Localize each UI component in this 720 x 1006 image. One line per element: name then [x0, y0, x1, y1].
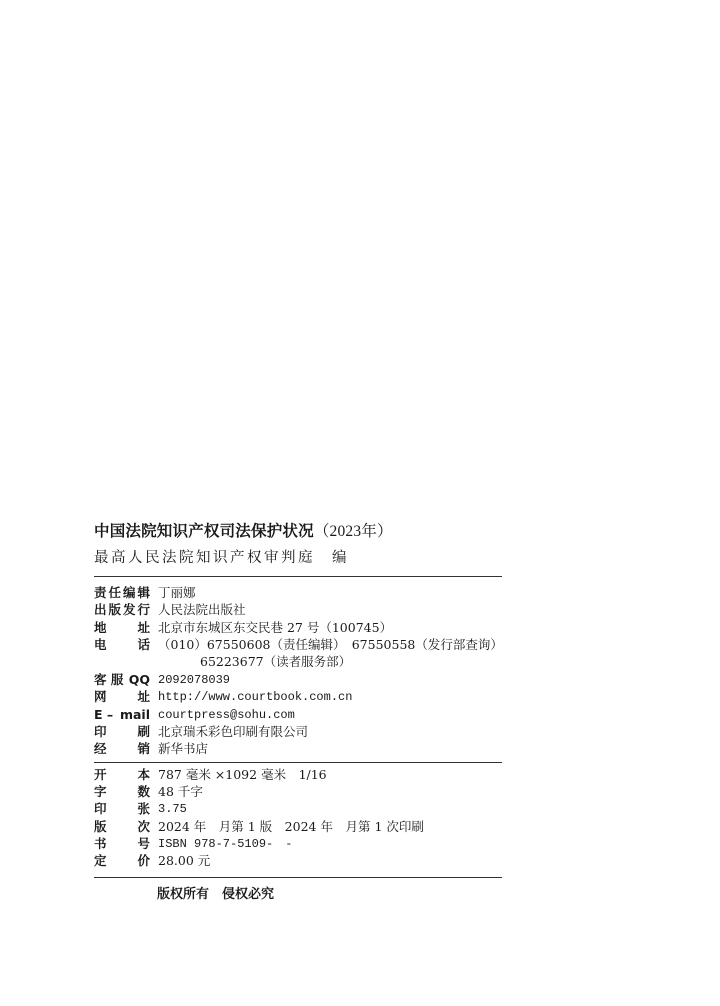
top-rule [94, 576, 502, 577]
info-label: 印 刷 [94, 724, 150, 739]
info-label: 责 任 编 辑 [94, 585, 150, 600]
info-value: courtpress@sohu.com [158, 708, 295, 722]
info-value: 2092078039 [158, 673, 231, 687]
info-label: 经 销 [94, 741, 150, 756]
info-label: 网 址 [94, 689, 150, 704]
book-title-main: 中国法院知识产权司法保护状况 [94, 522, 314, 540]
spec-value: 28.00 元 [158, 853, 211, 868]
info-value: 北京市东城区东交民巷 27 号（100745） [158, 620, 393, 635]
editor-line: 最高人民法院知识产权审判庭 编 [94, 550, 349, 566]
spec-label: 印 张 [94, 801, 150, 816]
info-label: 出 版 发 行 [94, 602, 150, 617]
info-value: 人民法院出版社 [158, 602, 246, 617]
spec-value: 3.75 [158, 802, 187, 816]
info-label: E – mail [94, 707, 150, 722]
info-value: http://www.courtbook.com.cn [158, 690, 353, 704]
spec-value: ISBN 978-7-5109- - [158, 837, 293, 851]
info-label: 地 址 [94, 620, 150, 635]
spec-label: 书 号 [94, 836, 150, 851]
book-title-year: （2023年） [313, 523, 393, 540]
book-title [94, 519, 393, 541]
spec-label: 版 次 [94, 819, 150, 834]
spec-label: 开 本 [94, 767, 150, 782]
info-label: 电 话 [94, 637, 150, 652]
info-value: 新华书店 [158, 741, 209, 756]
info-value: 丁丽娜 [158, 585, 196, 600]
spec-value: 48 千字 [158, 784, 203, 799]
spec-value: 787 毫米 ×1092 毫米 1/16 [158, 767, 327, 782]
phone-second-line: 65223677（读者服务部） [200, 654, 352, 669]
info-value: 北京瑞禾彩色印刷有限公司 [158, 724, 309, 739]
spec-label: 定 价 [94, 853, 150, 868]
spec-value: 2024 年 月第 1 版 2024 年 月第 1 次印刷 [158, 819, 424, 834]
bottom-rule [94, 877, 502, 878]
info-value: （010）67550608（责任编辑） 67550558（发行部查询） [158, 637, 503, 652]
rights-notice: 版权所有 侵权必究 [157, 887, 275, 902]
middle-rule [94, 762, 502, 763]
spec-label: 字 数 [94, 784, 150, 799]
info-label: 客 服 QQ [94, 672, 150, 687]
